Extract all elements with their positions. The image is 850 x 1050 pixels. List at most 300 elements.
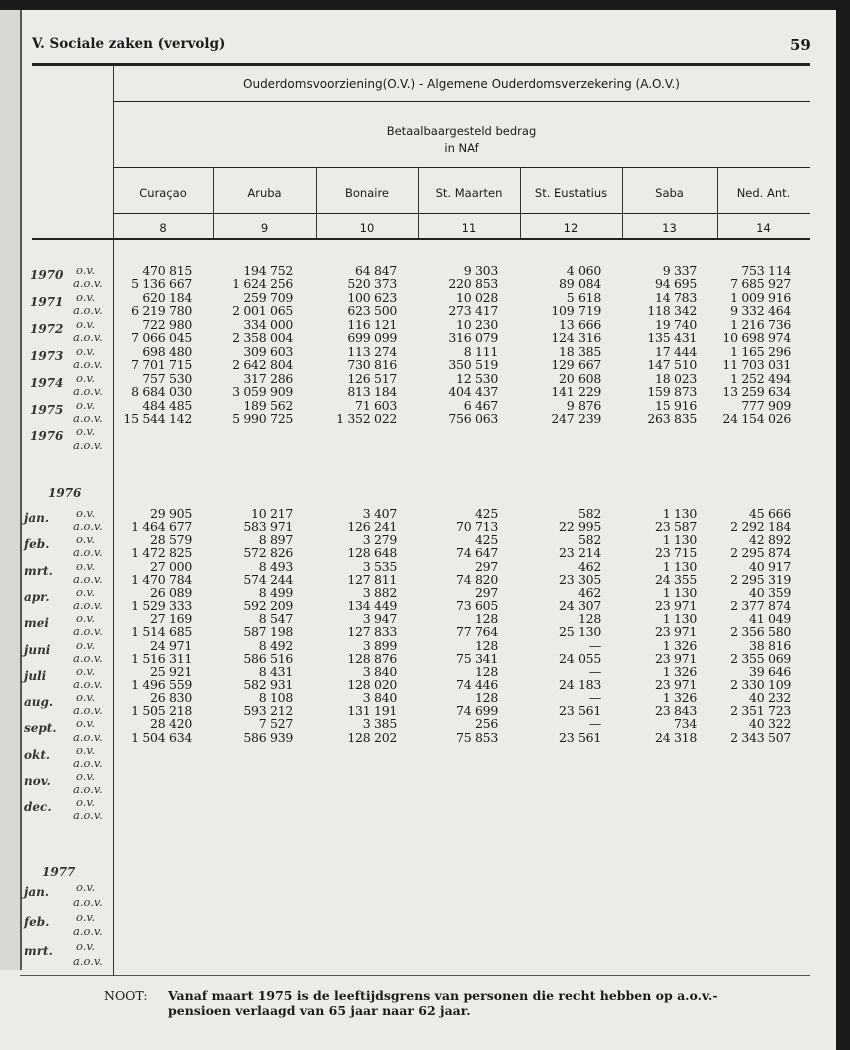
table-cell: 316 079 (448, 330, 498, 346)
table-cell: 462 (578, 584, 601, 600)
table-cell: 3 840 (362, 690, 397, 706)
series-type-label: a.o.v. (73, 650, 103, 665)
table-cell: 259 709 (243, 289, 293, 305)
series-type-label: a.o.v. (73, 545, 103, 560)
series-type-label: o.v. (76, 584, 96, 599)
table-cell: 462 (578, 558, 601, 574)
table-cell: 23 971 (655, 676, 697, 692)
series-type-label: a.o.v. (73, 519, 103, 534)
table-cell: 147 510 (647, 357, 697, 373)
section-title: V. Sociale zaken (vervolg) (32, 36, 226, 52)
table-cell: 23 305 (559, 571, 601, 587)
table-cell: 263 835 (647, 410, 697, 426)
table-bottom-rule (20, 975, 810, 976)
table-cell: 189 562 (243, 397, 293, 413)
table-cell: 297 (475, 558, 498, 574)
table-cell: 2 377 874 (730, 598, 791, 614)
table-cell: 8 108 (258, 690, 293, 706)
table-cell: 24 183 (559, 676, 601, 692)
table-cell: 9 337 (662, 263, 697, 278)
table-cell: 24 971 (150, 637, 192, 653)
table-cell: 10 230 (456, 316, 498, 332)
column-number: 10 (359, 221, 375, 235)
series-type-label: o.v. (76, 716, 96, 731)
series-type-label: o.v. (76, 343, 96, 358)
table-cell: 23 971 (655, 650, 697, 666)
period-label: 1974 (30, 375, 64, 390)
table-cell: 309 603 (243, 343, 293, 359)
table-cell: 40 232 (749, 690, 791, 706)
series-type-label: o.v. (76, 424, 96, 439)
series-type-label: a.o.v. (73, 703, 103, 718)
table-cell: 8 111 (463, 343, 498, 359)
table-cell: 593 212 (243, 703, 293, 719)
column-header: St. Maarten (435, 186, 503, 200)
table-cell: 126 517 (347, 370, 397, 386)
column-number: 12 (563, 221, 579, 235)
title-rule (113, 101, 810, 102)
series-type-label: a.o.v. (73, 598, 103, 613)
colname-rule (113, 213, 810, 214)
series-type-label: a.o.v. (73, 410, 103, 425)
column-number: 11 (461, 221, 477, 235)
table-cell: 273 417 (448, 303, 498, 319)
table-cell: 7 685 927 (730, 276, 791, 292)
table-cell: 23 843 (655, 703, 697, 719)
table-cell: 74 446 (456, 676, 498, 692)
table-cell: 1 130 (662, 611, 697, 627)
table-cell: 484 485 (142, 397, 192, 413)
table-cell: 13 259 634 (722, 384, 791, 400)
table-cell: 40 917 (749, 558, 791, 574)
table-cell: 131 191 (347, 703, 397, 719)
table-cell: 126 241 (347, 519, 397, 535)
table-cell: 23 587 (655, 519, 697, 535)
table-cell: 124 316 (551, 330, 601, 346)
table-cell: 5 136 667 (131, 276, 192, 292)
table-cell: 2 330 109 (730, 676, 791, 692)
table-cell: 813 184 (347, 384, 397, 400)
header-rule-top (32, 63, 810, 66)
table-cell: 18 023 (655, 370, 697, 386)
table-cell: 520 373 (347, 276, 397, 292)
table-cell: 1 624 256 (232, 276, 293, 292)
table-cell: 129 667 (551, 357, 601, 373)
series-type-label: a.o.v. (73, 330, 103, 345)
table-cell: 134 449 (347, 598, 397, 614)
table-cell: 10 028 (456, 289, 498, 305)
series-type-label: o.v. (76, 939, 96, 954)
table-cell: 3 947 (362, 611, 397, 627)
table-cell: — (588, 637, 601, 653)
table-cell: 27 000 (150, 558, 192, 574)
table-cell: 583 971 (243, 519, 293, 535)
table-cell: 7 066 045 (131, 330, 192, 346)
series-type-label: o.v. (76, 397, 96, 412)
table-cell: 8 547 (258, 611, 293, 627)
table-cell: 3 840 (362, 663, 397, 679)
table-cell: 94 695 (655, 276, 697, 292)
period-label: jan. (24, 511, 50, 525)
table-cell: 24 318 (655, 729, 697, 745)
series-type-label: a.o.v. (73, 782, 103, 797)
table-cell: 297 (475, 584, 498, 600)
table-cell: 159 873 (647, 384, 697, 400)
series-type-label: o.v. (76, 558, 96, 573)
series-type-label: a.o.v. (73, 357, 103, 372)
table-cell: 1 514 685 (131, 624, 192, 640)
table-cell: 74 820 (456, 571, 498, 587)
table-cell: 350 519 (448, 357, 498, 373)
series-type-label: o.v. (76, 316, 96, 331)
column-header: Bonaire (344, 186, 389, 200)
table-cell: 2 358 004 (232, 330, 293, 346)
table-cell: 1 505 218 (131, 703, 192, 719)
series-type-label: a.o.v. (73, 624, 103, 639)
table-cell: 2 356 580 (730, 624, 791, 640)
column-number: 9 (260, 221, 269, 235)
table-cell: 12 530 (456, 370, 498, 386)
table-cell: 572 826 (243, 545, 293, 561)
table-cell: 1 529 333 (131, 598, 192, 614)
year-label-1977: 1977 (42, 865, 76, 879)
table-cell: 3 279 (362, 532, 397, 548)
table-cell: 582 (578, 532, 601, 548)
table-cell: 1 326 (662, 690, 697, 706)
column-header: St. Eustatius (534, 186, 608, 200)
table-cell: 698 480 (142, 343, 192, 359)
table-cell: 1 130 (662, 584, 697, 600)
table-cell: 23 971 (655, 624, 697, 640)
table-cell: 2 292 184 (730, 519, 791, 535)
table-cell: 64 847 (355, 263, 397, 278)
table-cell: 70 713 (456, 519, 498, 535)
table-cell: 8 493 (258, 558, 293, 574)
series-type-label: o.v. (76, 506, 96, 520)
table-cell: 8 684 030 (131, 384, 192, 400)
table-cell: 24 355 (655, 571, 697, 587)
table-cell: 2 001 065 (232, 303, 293, 319)
table-cell: 194 752 (243, 263, 293, 278)
table-cell: 17 444 (655, 343, 697, 359)
note-label: NOOT: (104, 988, 148, 1003)
table-cell: 586 516 (243, 650, 293, 666)
series-type-label: a.o.v. (73, 437, 103, 452)
table-cell: 128 648 (347, 545, 397, 561)
table-cell: 470 815 (142, 263, 192, 278)
series-type-label: o.v. (76, 611, 96, 626)
note-line-1: Vanaf maart 1975 is de leeftijdsgrens van personen die recht hebben op a.o.v.- (168, 988, 718, 1003)
series-type-label: a.o.v. (73, 276, 103, 291)
table-cell: 3 899 (362, 637, 397, 653)
series-type-label: o.v. (76, 532, 96, 547)
period-label: 1973 (30, 348, 64, 363)
table-cell: 7 701 715 (131, 357, 192, 373)
table-cell: 128 (475, 663, 498, 679)
table-cell: 425 (475, 532, 498, 548)
period-label: okt. (24, 747, 51, 762)
table-cell: 6 467 (463, 397, 498, 413)
table-cell: 3 059 909 (232, 384, 293, 400)
table-cell: 582 (578, 506, 601, 521)
table-cell: 23 971 (655, 598, 697, 614)
table-cell: 113 274 (347, 343, 397, 359)
table-cell: 6 219 780 (131, 303, 192, 319)
table-cell: 220 853 (448, 276, 498, 292)
table-cell: 1 496 559 (131, 676, 192, 692)
table-cell: 247 239 (551, 410, 601, 426)
table-cell: 2 355 069 (730, 650, 791, 666)
table-cell: 27 169 (150, 611, 192, 627)
table-cell: 15 544 142 (123, 410, 192, 426)
series-type-label: a.o.v. (73, 894, 103, 909)
table-cell: 4 060 (566, 263, 601, 278)
table-cell: 118 342 (647, 303, 697, 319)
table-cell: 45 666 (749, 506, 791, 521)
table-cell: 1 326 (662, 663, 697, 679)
series-type-label: o.v. (76, 742, 96, 757)
period-label: 1972 (30, 321, 64, 336)
table-cell: 116 121 (347, 316, 397, 332)
table-cell: 24 055 (559, 650, 601, 666)
table-cell: — (588, 690, 601, 706)
table-cell: 24 154 026 (722, 410, 791, 426)
table-cell: 7 527 (258, 716, 293, 732)
table-cell: 587 198 (243, 624, 293, 640)
table-cell: 141 229 (551, 384, 601, 400)
header-rule-bottom (32, 238, 810, 240)
table-cell: 9 303 (463, 263, 498, 278)
table-subtitle-2: in NAf (444, 141, 479, 155)
page-number: 59 (790, 36, 811, 54)
table-cell: 14 783 (655, 289, 697, 305)
table-subtitle-1: Betaalbaargesteld bedrag (386, 124, 537, 138)
table-cell: 2 295 874 (730, 545, 791, 561)
table-cell: 100 623 (347, 289, 397, 305)
table-cell: 5 618 (566, 289, 601, 305)
series-type-label: o.v. (76, 690, 96, 705)
table-cell: 3 882 (362, 584, 397, 600)
table-cell: 756 063 (448, 410, 498, 426)
series-type-label: o.v. (76, 795, 96, 810)
table-cell: 128 876 (347, 650, 397, 666)
table-cell: 25 130 (559, 624, 601, 640)
table-title: Ouderdomsvoorziening(O.V.) - Algemene Ouderdomsverzekering (A.O.V.) (243, 77, 680, 91)
table-cell: 256 (475, 716, 498, 732)
table-cell: 109 719 (551, 303, 601, 319)
series-type-label: a.o.v. (73, 808, 103, 823)
table-cell: 74 647 (456, 545, 498, 561)
period-label: 1970 (30, 268, 64, 282)
table-cell: 2 343 507 (730, 729, 791, 745)
table-cell: 128 (578, 611, 601, 627)
series-type-label: a.o.v. (73, 729, 103, 744)
page-margin-strip (0, 10, 22, 970)
table-cell: 15 916 (655, 397, 697, 413)
table-cell: 1 472 825 (131, 545, 192, 561)
table-cell: 23 715 (655, 545, 697, 561)
table-cell: 10 217 (251, 506, 293, 521)
table-cell: 574 244 (243, 571, 293, 587)
table-cell: 699 099 (347, 330, 397, 346)
table-cell: 40 322 (749, 716, 791, 732)
table-cell: 1 326 (662, 637, 697, 653)
series-type-label: o.v. (76, 663, 96, 678)
table-cell: 753 114 (741, 263, 791, 278)
period-label: 1976 (30, 429, 64, 444)
table-cell: 13 666 (559, 316, 601, 332)
table-cell: 135 431 (647, 330, 697, 346)
column-number: 14 (756, 221, 771, 235)
table-cell: 1 464 677 (131, 519, 192, 535)
period-label: feb. (24, 914, 50, 929)
column-header: Curaçao (139, 186, 187, 200)
table-cell: 29 905 (150, 506, 192, 521)
table-cell: 2 295 319 (730, 571, 791, 587)
table-cell: 8 897 (258, 532, 293, 548)
series-type-label: o.v. (76, 289, 96, 304)
table-cell: 623 500 (347, 303, 397, 319)
table-cell: 74 699 (456, 703, 498, 719)
table-cell: 317 286 (243, 370, 293, 386)
series-type-label: a.o.v. (73, 571, 103, 586)
table-cell: — (588, 663, 601, 679)
column-header: Aruba (247, 186, 282, 200)
table-cell: 592 209 (243, 598, 293, 614)
table-cell: 24 307 (559, 598, 601, 614)
table-cell: 334 000 (243, 316, 293, 332)
table-cell: 777 909 (741, 397, 791, 413)
table-cell: 1 252 494 (730, 370, 791, 386)
table-cell: 28 420 (150, 716, 192, 732)
table-cell: 128 (475, 637, 498, 653)
table-cell: 1 130 (662, 506, 697, 521)
column-number: 13 (662, 221, 677, 235)
series-type-label: a.o.v. (73, 755, 103, 770)
table-cell: 730 816 (347, 357, 397, 373)
table-cell: 2 351 723 (730, 703, 791, 719)
table-cell: 71 603 (355, 397, 397, 413)
table-cell: 23 214 (559, 545, 601, 561)
year-label-1976-monthly: 1976 (48, 486, 82, 500)
table-cell: 41 049 (749, 611, 791, 627)
table-cell: 1 504 634 (131, 729, 192, 745)
period-label: dec. (24, 800, 52, 815)
period-label: mrt. (24, 944, 53, 959)
table-cell: 23 561 (559, 729, 601, 745)
series-type-label: o.v. (76, 370, 96, 385)
table-cell: 26 830 (150, 690, 192, 706)
table-cell: 77 764 (456, 624, 498, 640)
table-cell: 1 470 784 (131, 571, 192, 587)
table-cell: 38 816 (749, 637, 791, 653)
table-cell: 1 352 022 (336, 410, 397, 426)
table-cell: 8 492 (258, 637, 293, 653)
table-cell: 8 499 (258, 584, 293, 600)
period-label: nov. (24, 774, 51, 788)
table-cell: 9 332 464 (730, 303, 791, 319)
table-cell: 8 431 (258, 663, 293, 679)
period-label: juni (24, 642, 51, 657)
period-label: 1971 (30, 294, 64, 309)
table-cell: 127 811 (347, 571, 397, 587)
table-cell: 128 020 (347, 676, 397, 692)
period-label: sept. (24, 721, 57, 736)
period-label: 1975 (30, 402, 64, 417)
series-type-label: a.o.v. (73, 384, 103, 399)
series-type-label: a.o.v. (73, 924, 103, 939)
period-label: mei (24, 616, 49, 631)
table-cell: 28 579 (150, 532, 192, 548)
period-label: aug. (24, 695, 54, 710)
period-label: jan. (24, 885, 50, 899)
table-cell: 1 516 311 (131, 650, 192, 666)
series-type-label: o.v. (76, 769, 96, 783)
table-cell: 2 642 804 (232, 357, 293, 373)
table-cell: 1 216 736 (730, 316, 791, 332)
series-type-label: a.o.v. (73, 303, 103, 318)
table-cell: 128 (475, 611, 498, 627)
table-cell: 757 530 (142, 370, 192, 386)
series-type-label: o.v. (76, 909, 96, 924)
table-cell: 734 (674, 716, 697, 732)
table-cell: 10 698 974 (722, 330, 791, 346)
table-cell: 1 165 296 (730, 343, 791, 359)
table-cell: 9 876 (566, 397, 601, 413)
table-cell: 39 646 (749, 663, 791, 679)
series-type-label: a.o.v. (73, 676, 103, 691)
table-cell: 582 931 (243, 676, 293, 692)
table-cell: 20 608 (559, 370, 601, 386)
table-cell: 127 833 (347, 624, 397, 640)
table-cell: 73 605 (456, 598, 498, 614)
table-cell: 620 184 (142, 289, 192, 305)
table-cell: 25 921 (150, 663, 192, 679)
table-cell: 1 130 (662, 558, 697, 574)
period-label: mrt. (24, 563, 53, 578)
subtitle-rule (113, 167, 810, 168)
table-cell: 23 561 (559, 703, 601, 719)
table-cell: 3 535 (362, 558, 397, 574)
table-cell: 586 939 (243, 729, 293, 745)
table-cell: 722 980 (142, 316, 192, 332)
column-header: Ned. Ant. (736, 186, 791, 200)
period-label: feb. (24, 537, 50, 552)
column-header: Saba (655, 186, 684, 200)
table-cell: 75 341 (456, 650, 498, 666)
table-cell: 75 853 (456, 729, 498, 745)
table-cell: 1 009 916 (730, 289, 791, 305)
table-cell: 425 (475, 506, 498, 521)
table-cell: 11 703 031 (722, 357, 791, 373)
note-line-2: pensioen verlaagd van 65 jaar naar 62 jaar. (168, 1003, 471, 1018)
table-cell: 128 202 (347, 729, 397, 745)
table-cell: 128 (475, 690, 498, 706)
series-type-label: o.v. (76, 263, 96, 277)
table-cell: 18 385 (559, 343, 601, 359)
series-type-label: o.v. (76, 637, 96, 652)
table-cell: 19 740 (655, 316, 697, 332)
table-cell: 5 990 725 (232, 410, 293, 426)
table-cell: 26 089 (150, 584, 192, 600)
column-number: 8 (159, 221, 167, 235)
table-cell: 1 130 (662, 532, 697, 548)
series-type-label: a.o.v. (73, 954, 103, 968)
table-cell: 404 437 (448, 384, 498, 400)
table-cell: 22 995 (559, 519, 601, 535)
table-cell: — (588, 716, 601, 732)
table-cell: 42 892 (749, 532, 791, 548)
